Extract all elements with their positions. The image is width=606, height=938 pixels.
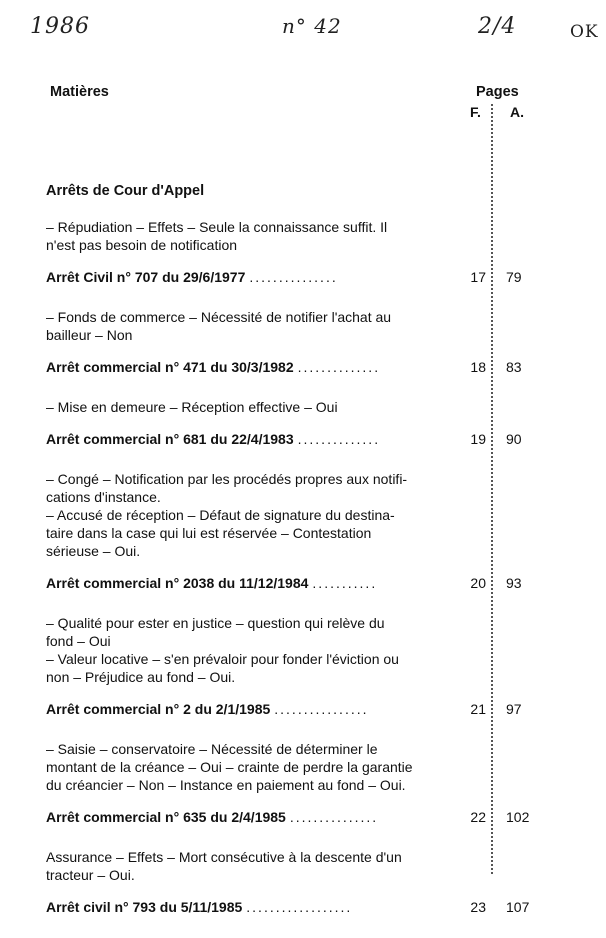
- description-line: fond – Oui: [46, 633, 111, 649]
- list-item: [46, 614, 586, 718]
- entry-description: [46, 848, 466, 884]
- description-line: montant de la créance – Oui – crainte de perdre la garantie: [46, 759, 413, 775]
- decision-reference: Arrêt commercial n° 2038 du 11/12/1984: [46, 575, 309, 591]
- list-item: [46, 308, 586, 376]
- entry-reference: [46, 898, 586, 916]
- entry-description: [46, 740, 466, 794]
- description-line: n'est pas besoin de notification: [46, 237, 238, 253]
- page-number-a: 107: [506, 899, 530, 915]
- page-number-f: 20: [470, 575, 486, 591]
- entry-reference: [46, 700, 586, 718]
- subjects-header: Matières: [50, 84, 109, 100]
- description-line: – Répudiation – Effets – Seule la connaissance suffit. Il: [46, 219, 388, 235]
- dot-leader: ...........: [312, 575, 378, 591]
- handwritten-number: n° 42: [282, 14, 342, 38]
- page-col-a-header: A.: [510, 104, 524, 120]
- entry-description: [46, 470, 466, 560]
- description-line: taire dans la case qui lui est réservée – Contestation: [46, 525, 372, 541]
- description-line: bailleur – Non: [46, 327, 133, 343]
- decision-reference: Arrêt commercial n° 681 du 22/4/1983: [46, 431, 294, 447]
- dot-leader: ................: [274, 701, 369, 717]
- page-number-f: 21: [470, 701, 486, 717]
- entry-description: [46, 614, 466, 686]
- dot-leader: ...............: [289, 809, 379, 825]
- description-line: du créancier – Non – Instance en paiement au fond – Oui.: [46, 777, 406, 793]
- entry-reference: [46, 574, 586, 592]
- list-item: [46, 470, 586, 592]
- pages-header: Pages: [476, 84, 519, 100]
- page-number-f: 19: [470, 431, 486, 447]
- description-line: – Valeur locative – s'en prévaloir pour fonder l'éviction ou: [46, 651, 399, 667]
- entry-reference: [46, 358, 586, 376]
- description-line: – Qualité pour ester en justice – question qui relève du: [46, 615, 385, 631]
- dot-leader: ...............: [249, 269, 338, 285]
- description-line: – Accusé de réception – Défaut de signature du destina-: [46, 507, 395, 523]
- dot-leader: ..............: [297, 431, 381, 447]
- entry-reference: [46, 808, 586, 826]
- decision-reference: Arrêt commercial n° 2 du 2/1/1985: [46, 701, 271, 717]
- description-line: – Congé – Notification par les procédés propres aux notifi-: [46, 471, 408, 487]
- description-line: – Saisie – conservatoire – Nécessité de déterminer le: [46, 741, 378, 757]
- decision-reference: Arrêt civil n° 793 du 5/11/1985: [46, 899, 243, 915]
- page-col-f-header: F.: [470, 104, 481, 120]
- page-number-f: 23: [470, 899, 486, 915]
- page-number-a: 97: [506, 701, 522, 717]
- decision-reference: Arrêt commercial n° 635 du 2/4/1985: [46, 809, 286, 825]
- description-line: – Mise en demeure – Réception effective – Oui: [46, 399, 338, 415]
- description-line: sérieuse – Oui.: [46, 543, 141, 559]
- description-line: Assurance – Effets – Mort consécutive à la descente d'un: [46, 849, 402, 865]
- handwritten-ok: OK: [570, 22, 599, 42]
- description-line: cations d'instance.: [46, 489, 161, 505]
- page-number-f: 17: [470, 269, 486, 285]
- page-number-a: 90: [506, 431, 522, 447]
- list-item: [46, 740, 586, 826]
- entry-reference: [46, 268, 586, 286]
- entry-description: [46, 398, 466, 416]
- page-number-a: 83: [506, 359, 522, 375]
- handwritten-page: 2/4: [478, 14, 517, 39]
- decision-reference: Arrêt commercial n° 471 du 30/3/1982: [46, 359, 294, 375]
- description-line: – Fonds de commerce – Nécessité de notifier l'achat au: [46, 309, 392, 325]
- entry-description: [46, 308, 466, 344]
- dot-leader: ..............: [297, 359, 381, 375]
- list-item: [46, 398, 586, 448]
- description-line: tracteur – Oui.: [46, 867, 135, 883]
- page-number-a: 93: [506, 575, 522, 591]
- handwritten-year: 1986: [30, 14, 90, 39]
- entries-list: [46, 218, 586, 938]
- description-line: non – Préjudice au fond – Oui.: [46, 669, 236, 685]
- page-number-f: 22: [470, 809, 486, 825]
- list-item: [46, 218, 586, 286]
- entry-description: [46, 218, 466, 254]
- decision-reference: Arrêt Civil n° 707 du 29/6/1977: [46, 269, 246, 285]
- entry-reference: [46, 430, 586, 448]
- section-title: Arrêts de Cour d'Appel: [46, 183, 205, 199]
- dot-leader: ..................: [246, 899, 353, 915]
- page-number-f: 18: [470, 359, 486, 375]
- page-number-a: 102: [506, 809, 530, 825]
- list-item: [46, 848, 586, 916]
- page-number-a: 79: [506, 269, 522, 285]
